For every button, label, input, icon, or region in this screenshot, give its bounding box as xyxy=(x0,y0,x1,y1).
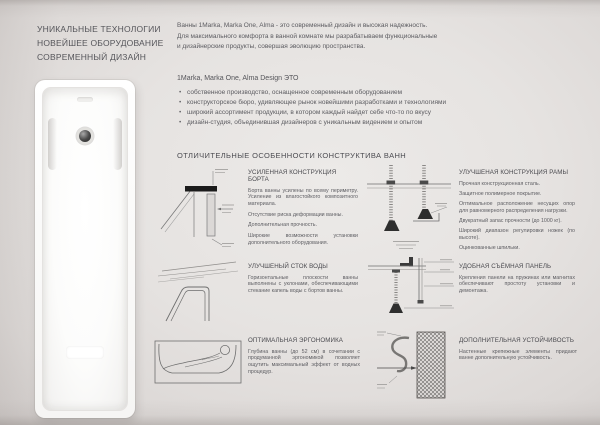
feature-title: УЛУЧШЕНАЯ КОНСТРУКЦИЯ РАМЫ xyxy=(459,169,569,176)
feature-title: ОПТИМАЛЬНАЯ ЭРГОНОМИКА xyxy=(248,337,344,344)
bathtub-drain xyxy=(79,130,91,142)
bullet-icon: • xyxy=(179,89,182,96)
feature-paragraph: Глубина ванны (до 52 см) в сочетании с продуманной эргономикой позволяет ощутить максимальный эффект от водных процедур. xyxy=(248,348,360,375)
bathtub-top-view-image xyxy=(35,80,135,418)
feature-paragraph: Дополнительная прочность. xyxy=(248,222,318,229)
bullet-icon: • xyxy=(179,119,182,126)
bathtub-bottom-highlight xyxy=(66,346,104,359)
header-left-line: УНИКАЛЬНЫЕ ТЕХНОЛОГИИ xyxy=(37,24,161,34)
bathtub-overflow xyxy=(77,97,93,102)
feature-panel xyxy=(459,263,575,299)
feature-paragraph: Оцинкованные шпильки. xyxy=(459,245,520,252)
feature-title: ДОПОЛНИТЕЛЬНАЯ УСТОЙЧИВОСТЬ xyxy=(459,337,575,344)
feature-paragraph: Отсутствие риска деформации ванны. xyxy=(248,211,343,218)
rim-cross-section-diagram xyxy=(158,165,240,253)
bathtub-corner-shade xyxy=(113,118,122,170)
header-left-title xyxy=(37,22,187,64)
feature-stability xyxy=(459,337,577,366)
removable-panel-diagram xyxy=(366,256,458,320)
wall-hatch xyxy=(417,332,445,398)
intro-bullet-item xyxy=(179,108,539,118)
feature-title: УДОБНАЯ СЪЁМНАЯ ПАНЕЛЬ xyxy=(459,263,552,270)
intro-bullet-text: конструкторское бюро, удивляющее рынок новейшими разработками и технологиями xyxy=(187,99,447,106)
bullet-icon: • xyxy=(179,99,182,106)
bathtub-basin xyxy=(42,87,128,411)
feature-drain xyxy=(248,263,358,299)
header-right-line: Ванны 1Marka, Marka One, Alma - это современный дизайн и высокая надежность. xyxy=(177,22,428,29)
feature-frame xyxy=(459,169,575,256)
header-right-paragraph xyxy=(177,21,547,53)
section-title: ОТЛИЧИТЕЛЬНЫЕ ОСОБЕННОСТИ КОНСТРУКТИВА ВАНН xyxy=(177,151,407,160)
intro-bullet-item xyxy=(179,88,539,98)
feature-paragraph: Борта ванны усилены по всему периметру. Усиление из влагостойкого композитного материала. xyxy=(248,187,358,207)
feature-paragraph: Оптимальное расположение несущих опор для равномерного распределения нагрузки. xyxy=(459,201,575,214)
person-head xyxy=(220,345,229,354)
header-left-line: НОВЕЙШЕЕ ОБОРУДОВАНИЕ xyxy=(37,38,164,48)
feature-rim xyxy=(248,169,358,250)
intro-bullet-item xyxy=(179,98,539,108)
frame-diagram xyxy=(365,163,453,258)
water-drain-diagram xyxy=(156,259,240,325)
header-right-line: Для максимального комфорта в ванной комнате мы разрабатываем функциональные xyxy=(177,32,438,40)
feature-paragraph: Горизонтальные плоскости ванны выполнены с уклонами, обеспечивающими стекание капель воды с бортов ванны. xyxy=(248,274,358,294)
wall-mount-diagram xyxy=(375,330,451,402)
intro-title: 1Marka, Marka One, Alma Design ЭТО xyxy=(177,75,299,82)
intro-bullet-item xyxy=(179,118,539,128)
mount-hook xyxy=(392,338,409,371)
feature-title: УСИЛЕННАЯ КОНСТРУКЦИЯ БОРТА xyxy=(248,169,337,183)
bathtub-corner-shade xyxy=(48,118,57,170)
intro-bullet-text: широкий ассортимент продукции, в котором каждый найдет себе что-то по вкусу xyxy=(187,109,431,116)
feature-paragraph: Защитное полимерное покрытие. xyxy=(459,190,542,197)
feature-paragraph: Настенные крепежные элементы придают ванне дополнительную устойчивость. xyxy=(459,348,577,362)
bullet-icon: • xyxy=(179,109,182,116)
intro-bullet-text: собственное производство, оснащенное современным оборудованием xyxy=(187,89,403,96)
header-left-line: СОВРЕМЕННЫЙ ДИЗАЙН xyxy=(37,52,147,62)
intro-bullet-text: дизайн-студия, объединившая дизайнеров с уникальным видением и опытом xyxy=(187,119,423,126)
feature-title: УЛУЧШЕНЫЙ СТОК ВОДЫ xyxy=(248,263,328,270)
intro-bullet-list xyxy=(179,88,539,128)
feature-ergonomics xyxy=(248,337,360,379)
feature-paragraph: Широкие возможности установки дополнительного оборудования. xyxy=(248,233,358,246)
feature-paragraph: Двукратный запас прочности (до 1000 кг). xyxy=(459,218,562,225)
feature-paragraph: Широкий диапазон регулировки ножек (по высоте). xyxy=(459,228,575,242)
feature-paragraph: Прочная конструкционная сталь. xyxy=(459,180,541,187)
ergonomics-diagram xyxy=(153,334,243,392)
feature-paragraph: Крепления панели на пружинах или магнитах обеспечивают простоту установки и демонтажа. xyxy=(459,274,575,294)
header-right-line: и дизайнерские продукты, совершая эволюцию пространства. xyxy=(177,43,366,50)
